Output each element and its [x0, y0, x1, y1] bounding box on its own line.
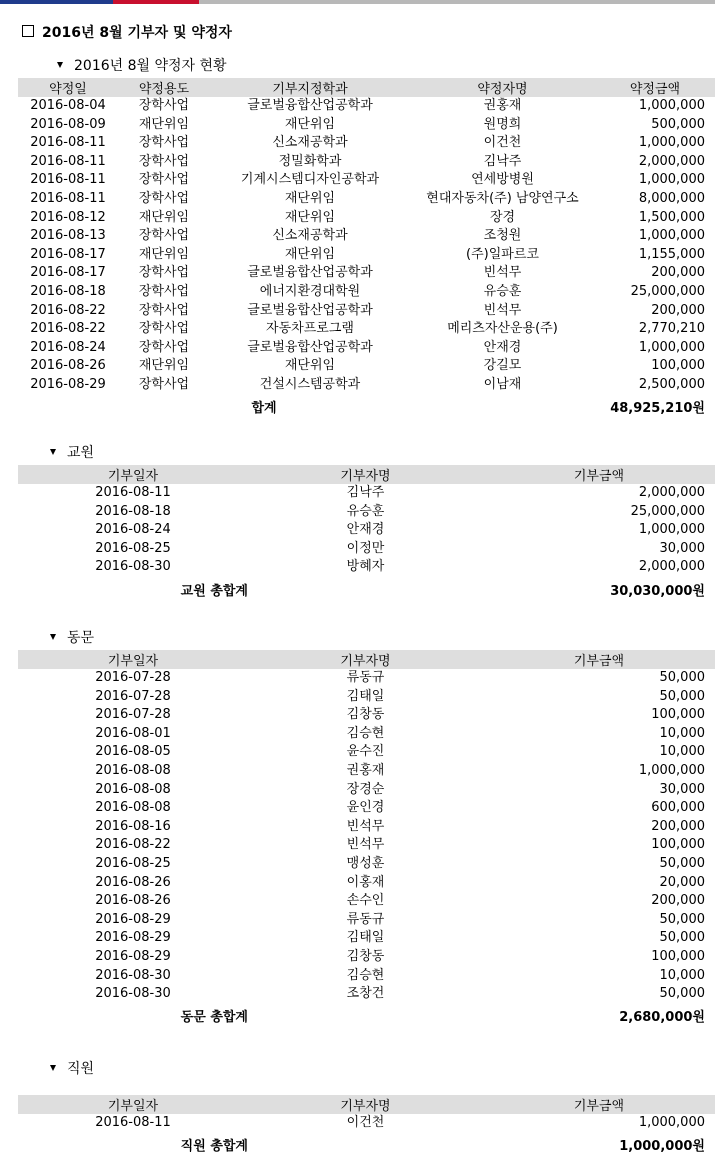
- cell-pledge-amount: 2,000,000: [638, 153, 705, 169]
- header-designated-dept: 기부지정학과: [210, 78, 410, 97]
- table-row: [18, 725, 715, 744]
- cell-donor-name: 이정만: [346, 540, 385, 556]
- top-bar-gray-segment: [199, 0, 715, 4]
- cell-pledge-amount: 500,000: [651, 116, 705, 132]
- cell-pledger-name: 빈석무: [483, 302, 522, 318]
- cell-donation-amount: 50,000: [659, 930, 705, 946]
- cell-pledge-purpose: 장학사업: [138, 321, 190, 337]
- cell-designated-dept: 재단위임: [284, 116, 336, 132]
- pledge-section-title-text: 2016년 8월 약정자 현황: [74, 58, 227, 74]
- cell-donation-amount: 50,000: [659, 911, 705, 927]
- cell-donation-date: 2016-08-11: [95, 1115, 171, 1130]
- header-donor-name: 기부자명: [248, 650, 483, 669]
- cell-designated-dept: 신소재공학과: [272, 135, 348, 151]
- cell-donation-date: 2016-08-11: [95, 485, 171, 500]
- header-donation-date: 기부일자: [18, 465, 248, 484]
- cell-donation-date: 2016-07-28: [95, 688, 171, 704]
- cell-pledge-date: 2016-08-18: [30, 283, 106, 299]
- cell-designated-dept: 정밀화학과: [278, 153, 342, 169]
- staff-total-label: 직원 총합계: [180, 1139, 248, 1155]
- alumni-table: [18, 650, 715, 1034]
- cell-pledge-amount: 2,770,210: [638, 321, 705, 337]
- header-pledge-date: 약정일: [18, 78, 118, 97]
- cell-donor-name: 김창동: [346, 948, 385, 964]
- cell-donor-name: 김창동: [346, 707, 385, 723]
- cell-donation-date: 2016-08-08: [95, 781, 171, 797]
- alumni-table-header: [18, 650, 715, 669]
- cell-donation-amount: 50,000: [659, 670, 705, 685]
- cell-donation-date: 2016-08-01: [95, 725, 171, 741]
- header-donation-date: 기부일자: [18, 650, 248, 669]
- table-row: [18, 171, 715, 190]
- pledge-total-value: 48,925,210원: [610, 401, 705, 417]
- alumni-total-row: [18, 1004, 715, 1034]
- cell-donor-name: 이홍재: [346, 874, 385, 890]
- cell-pledge-date: 2016-08-17: [30, 246, 106, 262]
- cell-pledge-purpose: 장학사업: [138, 135, 190, 151]
- table-row: [18, 209, 715, 228]
- triangle-down-icon: [50, 449, 56, 455]
- cell-pledge-purpose: 장학사업: [138, 172, 190, 188]
- cell-pledger-name: 조청원: [483, 228, 522, 244]
- cell-pledge-date: 2016-08-12: [30, 209, 106, 225]
- cell-pledge-purpose: 재단위임: [138, 358, 190, 374]
- alumni-section-title: [50, 627, 94, 647]
- table-row: [18, 246, 715, 265]
- faculty-table: [18, 465, 715, 607]
- table-row: [18, 357, 715, 376]
- top-bar-red-segment: [113, 0, 199, 4]
- table-row: [18, 484, 715, 503]
- staff-table: [18, 1095, 715, 1163]
- table-row: [18, 264, 715, 283]
- cell-pledger-name: 이남재: [483, 376, 522, 392]
- cell-donation-date: 2016-08-30: [95, 967, 171, 983]
- square-bullet-icon: [22, 25, 34, 37]
- cell-pledge-date: 2016-08-26: [30, 358, 106, 374]
- cell-donor-name: 김승현: [346, 725, 385, 741]
- table-row: [18, 818, 715, 837]
- header-donation-amount: 기부금액: [483, 650, 715, 669]
- cell-pledge-purpose: 장학사업: [138, 98, 190, 113]
- cell-pledge-amount: 200,000: [651, 302, 705, 318]
- cell-donation-amount: 10,000: [659, 725, 705, 741]
- cell-designated-dept: 자동차프로그램: [266, 321, 354, 337]
- cell-donation-date: 2016-08-25: [95, 855, 171, 871]
- cell-donation-amount: 100,000: [651, 948, 705, 964]
- cell-pledge-date: 2016-08-13: [30, 228, 106, 244]
- table-row: [18, 911, 715, 930]
- faculty-section-title-text: 교원: [67, 445, 95, 461]
- alumni-section-title-text: 동문: [67, 630, 95, 646]
- table-row: [18, 706, 715, 725]
- cell-pledger-name: 권홍재: [483, 98, 522, 113]
- cell-designated-dept: 글로벌융합산업공학과: [247, 302, 373, 318]
- cell-donor-name: 류동규: [346, 670, 385, 685]
- cell-pledge-date: 2016-08-29: [30, 376, 106, 392]
- table-row: [18, 892, 715, 911]
- table-row: [18, 190, 715, 209]
- cell-pledge-date: 2016-08-22: [30, 321, 106, 337]
- staff-table-header: [18, 1095, 715, 1114]
- cell-donor-name: 김승현: [346, 967, 385, 983]
- cell-pledge-date: 2016-08-11: [30, 135, 106, 151]
- alumni-total-value: 2,680,000원: [619, 1010, 705, 1026]
- table-row: [18, 967, 715, 986]
- cell-donation-amount: 1,000,000: [638, 522, 705, 538]
- cell-pledge-purpose: 장학사업: [138, 228, 190, 244]
- cell-donation-amount: 30,000: [659, 540, 705, 556]
- cell-pledge-amount: 2,500,000: [638, 376, 705, 392]
- cell-pledge-amount: 1,000,000: [638, 172, 705, 188]
- cell-pledge-purpose: 장학사업: [138, 339, 190, 355]
- cell-donation-date: 2016-08-18: [95, 503, 171, 519]
- cell-donor-name: 맹성훈: [346, 855, 385, 871]
- cell-donor-name: 방혜자: [346, 559, 385, 575]
- cell-donor-name: 유승훈: [346, 503, 385, 519]
- table-row: [18, 799, 715, 818]
- cell-pledger-name: 연세방병원: [471, 172, 534, 188]
- cell-pledge-date: 2016-08-11: [30, 153, 106, 169]
- cell-pledger-name: 장경: [489, 209, 516, 225]
- faculty-table-header: [18, 465, 715, 484]
- cell-designated-dept: 건설시스템공학과: [259, 376, 361, 392]
- cell-pledge-amount: 1,000,000: [638, 135, 705, 151]
- table-row: [18, 1114, 715, 1133]
- cell-donation-date: 2016-08-30: [95, 986, 171, 1002]
- cell-designated-dept: 재단위임: [284, 246, 336, 262]
- table-row: [18, 302, 715, 321]
- cell-donation-date: 2016-08-29: [95, 930, 171, 946]
- cell-pledge-purpose: 장학사업: [138, 376, 190, 392]
- cell-donor-name: 조창건: [346, 986, 385, 1002]
- cell-donor-name: 손수인: [346, 893, 385, 909]
- cell-pledge-date: 2016-08-11: [30, 172, 106, 188]
- table-row: [18, 874, 715, 893]
- cell-donation-amount: 200,000: [651, 818, 705, 834]
- cell-donor-name: 김태일: [346, 688, 385, 704]
- cell-designated-dept: 신소재공학과: [272, 228, 348, 244]
- cell-designated-dept: 에너지환경대학원: [259, 283, 361, 299]
- staff-total-value: 1,000,000원: [619, 1139, 705, 1155]
- table-row: [18, 929, 715, 948]
- cell-pledge-amount: 1,000,000: [638, 339, 705, 355]
- faculty-total-row: [18, 577, 715, 607]
- header-donor-name: 기부자명: [248, 1095, 483, 1114]
- cell-donation-date: 2016-07-28: [95, 670, 171, 685]
- cell-pledger-name: 메리츠자산운용(주): [447, 321, 558, 337]
- cell-designated-dept: 글로벌융합산업공학과: [247, 265, 373, 281]
- staff-total-row: [18, 1133, 715, 1163]
- cell-donation-date: 2016-08-05: [95, 744, 171, 760]
- table-row: [18, 97, 715, 116]
- pledge-total-label: 합계: [251, 401, 277, 417]
- cell-pledge-amount: 1,000,000: [638, 228, 705, 244]
- cell-donation-amount: 600,000: [651, 800, 705, 816]
- table-row: [18, 339, 715, 358]
- cell-donation-date: 2016-08-30: [95, 559, 171, 575]
- staff-section-title-text: 직원: [67, 1061, 95, 1077]
- cell-donor-name: 김태일: [346, 930, 385, 946]
- cell-donation-date: 2016-08-08: [95, 762, 171, 778]
- cell-designated-dept: 기계시스템디자인공학과: [240, 172, 380, 188]
- faculty-total-label: 교원 총합계: [180, 583, 248, 599]
- cell-donation-date: 2016-07-28: [95, 707, 171, 723]
- table-row: [18, 781, 715, 800]
- alumni-total-label: 동문 총합계: [180, 1010, 248, 1026]
- table-row: [18, 669, 715, 688]
- cell-donor-name: 류동규: [346, 911, 385, 927]
- cell-pledger-name: 유승훈: [483, 283, 522, 299]
- cell-pledger-name: 강길모: [483, 358, 522, 374]
- cell-designated-dept: 재단위임: [284, 358, 336, 374]
- cell-pledge-date: 2016-08-04: [30, 98, 106, 113]
- table-row: [18, 283, 715, 302]
- cell-pledger-name: 안재경: [483, 339, 522, 355]
- cell-donor-name: 윤인경: [346, 800, 385, 816]
- pledge-section-title: [57, 55, 227, 75]
- cell-pledge-date: 2016-08-11: [30, 190, 106, 206]
- cell-pledge-date: 2016-08-22: [30, 302, 106, 318]
- cell-donation-date: 2016-08-26: [95, 893, 171, 909]
- cell-donor-name: 이건천: [346, 1115, 385, 1130]
- cell-donor-name: 빈석무: [346, 837, 385, 853]
- cell-donor-name: 김낙주: [346, 485, 385, 500]
- cell-designated-dept: 재단위임: [284, 209, 336, 225]
- header-pledge-purpose: 약정용도: [118, 78, 210, 97]
- cell-donor-name: 안재경: [346, 522, 385, 538]
- triangle-down-icon: [50, 1065, 56, 1071]
- cell-designated-dept: 재단위임: [284, 190, 336, 206]
- faculty-section-title: [50, 442, 94, 462]
- table-row: [18, 762, 715, 781]
- cell-donation-amount: 2,000,000: [638, 559, 705, 575]
- cell-donation-amount: 1,000,000: [638, 762, 705, 778]
- cell-pledge-purpose: 재단위임: [138, 209, 190, 225]
- table-row: [18, 688, 715, 707]
- cell-donation-amount: 1,000,000: [638, 1115, 705, 1130]
- pledge-total-row: [18, 395, 715, 425]
- page-title: [22, 22, 232, 42]
- table-row: [18, 521, 715, 540]
- cell-donation-amount: 10,000: [659, 744, 705, 760]
- cell-pledge-purpose: 장학사업: [138, 190, 190, 206]
- cell-donation-date: 2016-08-24: [95, 522, 171, 538]
- cell-donation-amount: 50,000: [659, 986, 705, 1002]
- cell-designated-dept: 글로벌융합산업공학과: [247, 98, 373, 113]
- pledge-table: [18, 78, 715, 425]
- cell-donation-amount: 10,000: [659, 967, 705, 983]
- cell-donation-amount: 200,000: [651, 893, 705, 909]
- cell-pledge-amount: 1,155,000: [638, 246, 705, 262]
- cell-pledge-amount: 8,000,000: [638, 190, 705, 206]
- cell-pledger-name: 이건천: [483, 135, 522, 151]
- cell-pledge-amount: 25,000,000: [630, 283, 705, 299]
- header-donor-name: 기부자명: [248, 465, 483, 484]
- cell-donation-amount: 30,000: [659, 781, 705, 797]
- cell-donation-date: 2016-08-22: [95, 837, 171, 853]
- table-row: [18, 558, 715, 577]
- cell-pledge-purpose: 장학사업: [138, 153, 190, 169]
- page-title-text: 2016년 8월 기부자 및 약정자: [42, 25, 232, 41]
- cell-pledge-amount: 1,500,000: [638, 209, 705, 225]
- cell-donor-name: 장경순: [346, 781, 385, 797]
- cell-designated-dept: 글로벌융합산업공학과: [247, 339, 373, 355]
- cell-donation-amount: 50,000: [659, 688, 705, 704]
- top-bar-blue-segment: [0, 0, 113, 4]
- table-row: [18, 320, 715, 339]
- header-donation-amount: 기부금액: [483, 1095, 715, 1114]
- staff-section-title: [50, 1058, 94, 1078]
- cell-pledger-name: 현대자동차(주) 남양연구소: [426, 190, 579, 206]
- cell-pledge-purpose: 재단위임: [138, 246, 190, 262]
- table-row: [18, 855, 715, 874]
- pledge-table-header: [18, 78, 715, 97]
- cell-donation-date: 2016-08-25: [95, 540, 171, 556]
- cell-pledge-amount: 200,000: [651, 265, 705, 281]
- cell-pledger-name: 빈석무: [483, 265, 522, 281]
- table-row: [18, 116, 715, 135]
- table-row: [18, 948, 715, 967]
- cell-donation-date: 2016-08-29: [95, 948, 171, 964]
- header-pledge-amount: 약정금액: [595, 78, 715, 97]
- header-donation-date: 기부일자: [18, 1095, 248, 1114]
- cell-donation-amount: 100,000: [651, 707, 705, 723]
- top-color-bar: [0, 0, 715, 4]
- table-row: [18, 134, 715, 153]
- faculty-total-value: 30,030,000원: [610, 583, 705, 599]
- cell-pledge-amount: 1,000,000: [638, 98, 705, 113]
- cell-pledger-name: 원명희: [483, 116, 522, 132]
- cell-pledger-name: (주)일파르코: [466, 246, 539, 262]
- cell-donation-amount: 25,000,000: [630, 503, 705, 519]
- triangle-down-icon: [50, 634, 56, 640]
- cell-donor-name: 윤수진: [346, 744, 385, 760]
- table-row: [18, 985, 715, 1004]
- cell-pledge-date: 2016-08-24: [30, 339, 106, 355]
- cell-pledge-date: 2016-08-17: [30, 265, 106, 281]
- header-pledger-name: 약정자명: [410, 78, 595, 97]
- cell-donor-name: 권홍재: [346, 762, 385, 778]
- cell-pledge-purpose: 장학사업: [138, 265, 190, 281]
- triangle-down-icon: [57, 62, 63, 68]
- cell-pledge-amount: 100,000: [651, 358, 705, 374]
- cell-pledge-date: 2016-08-09: [30, 116, 106, 132]
- cell-pledge-purpose: 재단위임: [138, 116, 190, 132]
- table-row: [18, 503, 715, 522]
- cell-donation-date: 2016-08-26: [95, 874, 171, 890]
- cell-pledge-purpose: 장학사업: [138, 302, 190, 318]
- table-row: [18, 743, 715, 762]
- cell-donation-date: 2016-08-29: [95, 911, 171, 927]
- cell-donation-amount: 20,000: [659, 874, 705, 890]
- cell-donor-name: 빈석무: [346, 818, 385, 834]
- cell-donation-amount: 2,000,000: [638, 485, 705, 500]
- header-donation-amount: 기부금액: [483, 465, 715, 484]
- cell-pledger-name: 김낙주: [483, 153, 522, 169]
- cell-donation-amount: 100,000: [651, 837, 705, 853]
- table-row: [18, 227, 715, 246]
- table-row: [18, 540, 715, 559]
- cell-donation-date: 2016-08-08: [95, 800, 171, 816]
- table-row: [18, 376, 715, 395]
- cell-donation-date: 2016-08-16: [95, 818, 171, 834]
- table-row: [18, 836, 715, 855]
- cell-donation-amount: 50,000: [659, 855, 705, 871]
- cell-pledge-purpose: 장학사업: [138, 283, 190, 299]
- table-row: [18, 153, 715, 172]
